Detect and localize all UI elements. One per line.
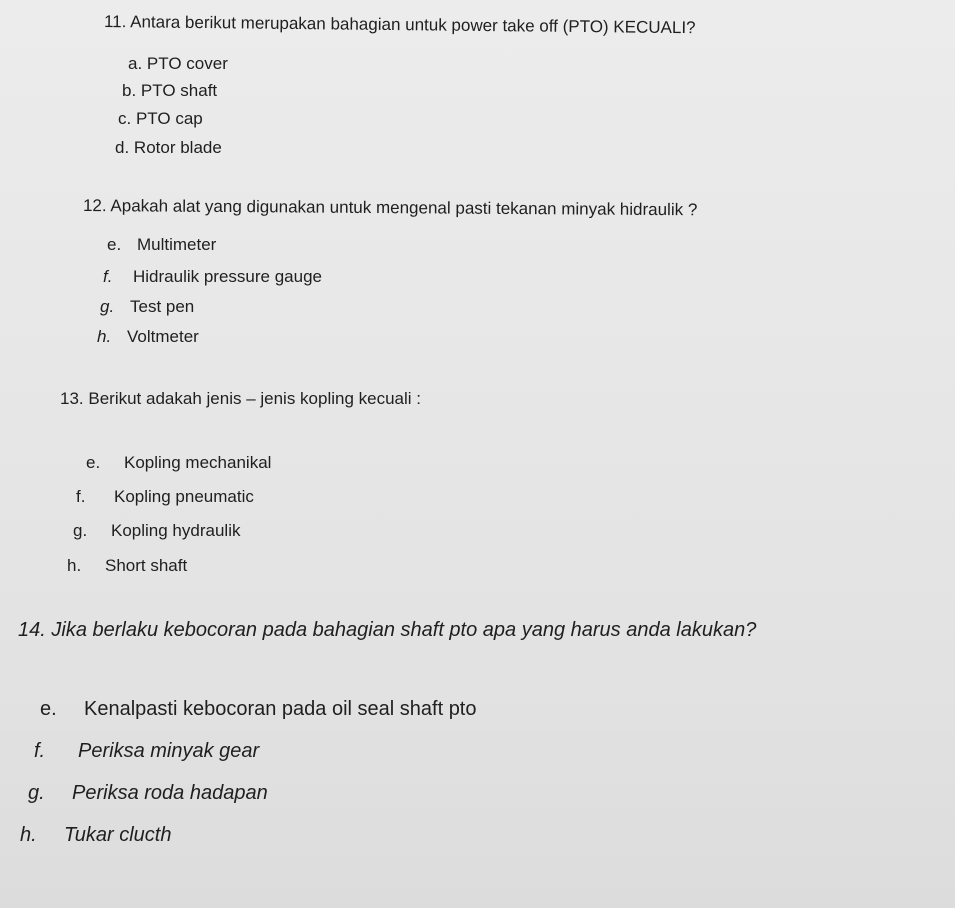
option-12f: [103, 267, 322, 287]
option-13g: [73, 521, 240, 541]
option-letter: f.: [76, 487, 86, 506]
option-letter: b.: [122, 81, 137, 100]
option-14e: [40, 698, 477, 721]
option-12e: [107, 235, 216, 255]
question-13: [60, 389, 421, 409]
option-14h: [20, 824, 171, 847]
question-number: 14.: [18, 619, 46, 641]
option-12g: [100, 297, 194, 317]
option-text: Kopling pneumatic: [114, 487, 254, 506]
option-letter: c.: [118, 109, 132, 128]
option-text: Voltmeter: [127, 327, 199, 346]
question-number: 11.: [103, 12, 127, 32]
question-text: Antara berikut merupakan bahagian untuk power take off (PTO) KECUALI?: [130, 12, 696, 38]
option-11a: [128, 54, 228, 74]
option-letter: h.: [97, 327, 112, 346]
option-11b: [122, 81, 217, 101]
option-letter: g.: [28, 782, 45, 804]
option-text: Rotor blade: [133, 138, 222, 157]
question-number: 12.: [82, 196, 107, 216]
option-text: Kopling mechanikal: [124, 453, 272, 472]
option-text: Periksa minyak gear: [78, 740, 260, 762]
option-13f: [76, 487, 254, 507]
option-13e: [86, 453, 271, 473]
option-text: PTO cover: [146, 54, 228, 73]
option-letter: e.: [86, 453, 101, 472]
option-11d: [115, 138, 222, 158]
option-text: Hidraulik pressure gauge: [133, 267, 322, 286]
option-letter: g.: [73, 521, 88, 540]
question-11: [104, 12, 696, 38]
option-text: Test pen: [130, 297, 195, 316]
option-text: Tukar clucth: [64, 824, 172, 846]
option-letter: d.: [115, 138, 130, 157]
option-text: PTO cap: [135, 109, 203, 128]
question-14: [18, 619, 756, 642]
option-13h: [67, 556, 187, 576]
option-letter: h.: [20, 824, 37, 846]
question-number: 13.: [60, 389, 84, 408]
question-text: Apakah alat yang digunakan untuk mengenal pasti tekanan minyak hidraulik ?: [110, 196, 698, 220]
option-text: Kopling hydraulik: [111, 521, 241, 540]
option-letter: f.: [34, 740, 46, 762]
option-text: Multimeter: [137, 235, 217, 254]
question-12: [83, 196, 697, 220]
option-11c: [118, 109, 203, 129]
option-14g: [28, 782, 268, 805]
option-14f: [34, 740, 259, 763]
option-text: PTO shaft: [140, 81, 218, 100]
option-letter: e.: [40, 698, 57, 720]
option-letter: h.: [67, 556, 82, 575]
option-text: Kenalpasti kebocoran pada oil seal shaft pto: [84, 698, 477, 720]
option-letter: f.: [103, 267, 113, 286]
option-letter: g.: [100, 297, 115, 316]
question-text: Jika berlaku kebocoran pada bahagian shaft pto apa yang harus anda lakukan?: [51, 619, 757, 641]
question-text: Berikut adakah jenis – jenis kopling kecuali :: [88, 389, 422, 408]
option-letter: a.: [128, 54, 143, 73]
option-letter: e.: [107, 235, 122, 254]
option-text: Periksa roda hadapan: [72, 782, 268, 804]
option-12h: [97, 327, 199, 347]
option-text: Short shaft: [105, 556, 188, 575]
